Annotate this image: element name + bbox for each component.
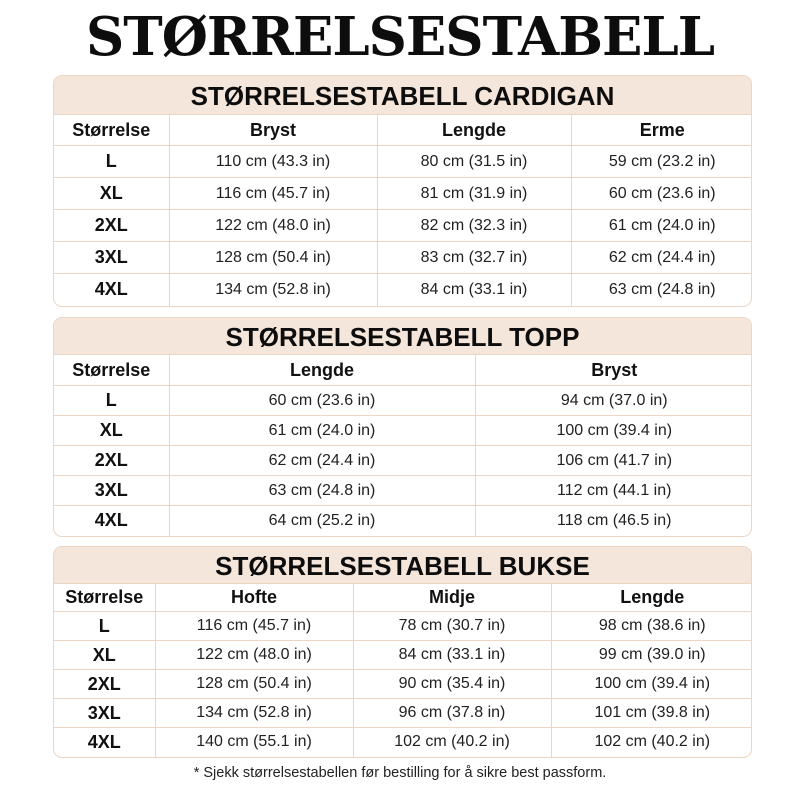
value-cell: 90 cm (35.4 in) bbox=[353, 670, 551, 699]
value-cell: 102 cm (40.2 in) bbox=[551, 728, 752, 757]
table-row bbox=[54, 386, 752, 416]
value-cell: 122 cm (48.0 in) bbox=[155, 641, 353, 670]
value-cell: 61 cm (24.0 in) bbox=[571, 210, 752, 242]
value-cell: 98 cm (38.6 in) bbox=[551, 612, 752, 641]
table-row bbox=[54, 446, 752, 476]
value-cell: 84 cm (33.1 in) bbox=[377, 274, 571, 306]
size-cell: L bbox=[54, 146, 169, 178]
bukse-heading: STØRRELSESTABELL BUKSE bbox=[54, 547, 751, 583]
value-cell: 102 cm (40.2 in) bbox=[353, 728, 551, 757]
table-row bbox=[54, 728, 752, 757]
column-header: Lengde bbox=[551, 584, 752, 612]
value-cell: 63 cm (24.8 in) bbox=[169, 476, 475, 506]
table-row bbox=[54, 416, 752, 446]
value-cell: 134 cm (52.8 in) bbox=[169, 274, 377, 306]
value-cell: 78 cm (30.7 in) bbox=[353, 612, 551, 641]
value-cell: 60 cm (23.6 in) bbox=[169, 386, 475, 416]
bukse-size-card bbox=[53, 546, 752, 758]
size-cell: 2XL bbox=[54, 670, 155, 699]
value-cell: 82 cm (32.3 in) bbox=[377, 210, 571, 242]
value-cell: 118 cm (46.5 in) bbox=[475, 506, 752, 536]
size-cell: 2XL bbox=[54, 446, 169, 476]
value-cell: 61 cm (24.0 in) bbox=[169, 416, 475, 446]
value-cell: 100 cm (39.4 in) bbox=[551, 670, 752, 699]
column-header: Midje bbox=[353, 584, 551, 612]
value-cell: 63 cm (24.8 in) bbox=[571, 274, 752, 306]
value-cell: 62 cm (24.4 in) bbox=[169, 446, 475, 476]
column-header: Hofte bbox=[155, 584, 353, 612]
value-cell: 112 cm (44.1 in) bbox=[475, 476, 752, 506]
table-row bbox=[54, 210, 752, 242]
size-cell: 3XL bbox=[54, 699, 155, 728]
size-cell: XL bbox=[54, 641, 155, 670]
size-cell: 3XL bbox=[54, 476, 169, 506]
value-cell: 96 cm (37.8 in) bbox=[353, 699, 551, 728]
size-cell: L bbox=[54, 612, 155, 641]
bukse-size-table bbox=[54, 583, 752, 757]
cardigan-heading: STØRRELSESTABELL CARDIGAN bbox=[54, 76, 751, 114]
value-cell: 128 cm (50.4 in) bbox=[155, 670, 353, 699]
footnote: * Sjekk størrelsestabellen før bestilling for å sikre best passform. bbox=[193, 765, 607, 781]
table-row bbox=[54, 612, 752, 641]
table-row bbox=[54, 670, 752, 699]
value-cell: 116 cm (45.7 in) bbox=[169, 178, 377, 210]
size-cell: 2XL bbox=[54, 210, 169, 242]
value-cell: 94 cm (37.0 in) bbox=[475, 386, 752, 416]
value-cell: 80 cm (31.5 in) bbox=[377, 146, 571, 178]
column-header: Erme bbox=[571, 115, 752, 146]
column-header: Størrelse bbox=[54, 355, 169, 386]
table-row bbox=[54, 178, 752, 210]
value-cell: 64 cm (25.2 in) bbox=[169, 506, 475, 536]
value-cell: 134 cm (52.8 in) bbox=[155, 699, 353, 728]
value-cell: 62 cm (24.4 in) bbox=[571, 242, 752, 274]
column-header: Lengde bbox=[169, 355, 475, 386]
topp-heading: STØRRELSESTABELL TOPP bbox=[54, 318, 751, 354]
value-cell: 128 cm (50.4 in) bbox=[169, 242, 377, 274]
cardigan-size-card bbox=[53, 75, 752, 307]
column-header: Bryst bbox=[169, 115, 377, 146]
size-cell: 4XL bbox=[54, 506, 169, 536]
value-cell: 101 cm (39.8 in) bbox=[551, 699, 752, 728]
value-cell: 116 cm (45.7 in) bbox=[155, 612, 353, 641]
table-row bbox=[54, 506, 752, 536]
size-cell: 4XL bbox=[54, 274, 169, 306]
value-cell: 81 cm (31.9 in) bbox=[377, 178, 571, 210]
value-cell: 59 cm (23.2 in) bbox=[571, 146, 752, 178]
value-cell: 83 cm (32.7 in) bbox=[377, 242, 571, 274]
value-cell: 110 cm (43.3 in) bbox=[169, 146, 377, 178]
column-header: Lengde bbox=[377, 115, 571, 146]
value-cell: 140 cm (55.1 in) bbox=[155, 728, 353, 757]
table-row bbox=[54, 146, 752, 178]
value-cell: 106 cm (41.7 in) bbox=[475, 446, 752, 476]
table-row bbox=[54, 641, 752, 670]
table-row bbox=[54, 476, 752, 506]
value-cell: 122 cm (48.0 in) bbox=[169, 210, 377, 242]
page-title: STØRRELSESTABELL bbox=[86, 6, 714, 68]
value-cell: 60 cm (23.6 in) bbox=[571, 178, 752, 210]
size-cell: 3XL bbox=[54, 242, 169, 274]
value-cell: 100 cm (39.4 in) bbox=[475, 416, 752, 446]
size-cell: L bbox=[54, 386, 169, 416]
table-row bbox=[54, 242, 752, 274]
column-header: Bryst bbox=[475, 355, 752, 386]
column-header: Størrelse bbox=[54, 115, 169, 146]
topp-size-table bbox=[54, 354, 752, 536]
table-row bbox=[54, 274, 752, 306]
size-cell: XL bbox=[54, 416, 169, 446]
cardigan-size-table bbox=[54, 114, 752, 306]
value-cell: 99 cm (39.0 in) bbox=[551, 641, 752, 670]
size-cell: 4XL bbox=[54, 728, 155, 757]
size-cell: XL bbox=[54, 178, 169, 210]
column-header: Størrelse bbox=[54, 584, 155, 612]
topp-size-card bbox=[53, 317, 752, 537]
value-cell: 84 cm (33.1 in) bbox=[353, 641, 551, 670]
table-row bbox=[54, 699, 752, 728]
